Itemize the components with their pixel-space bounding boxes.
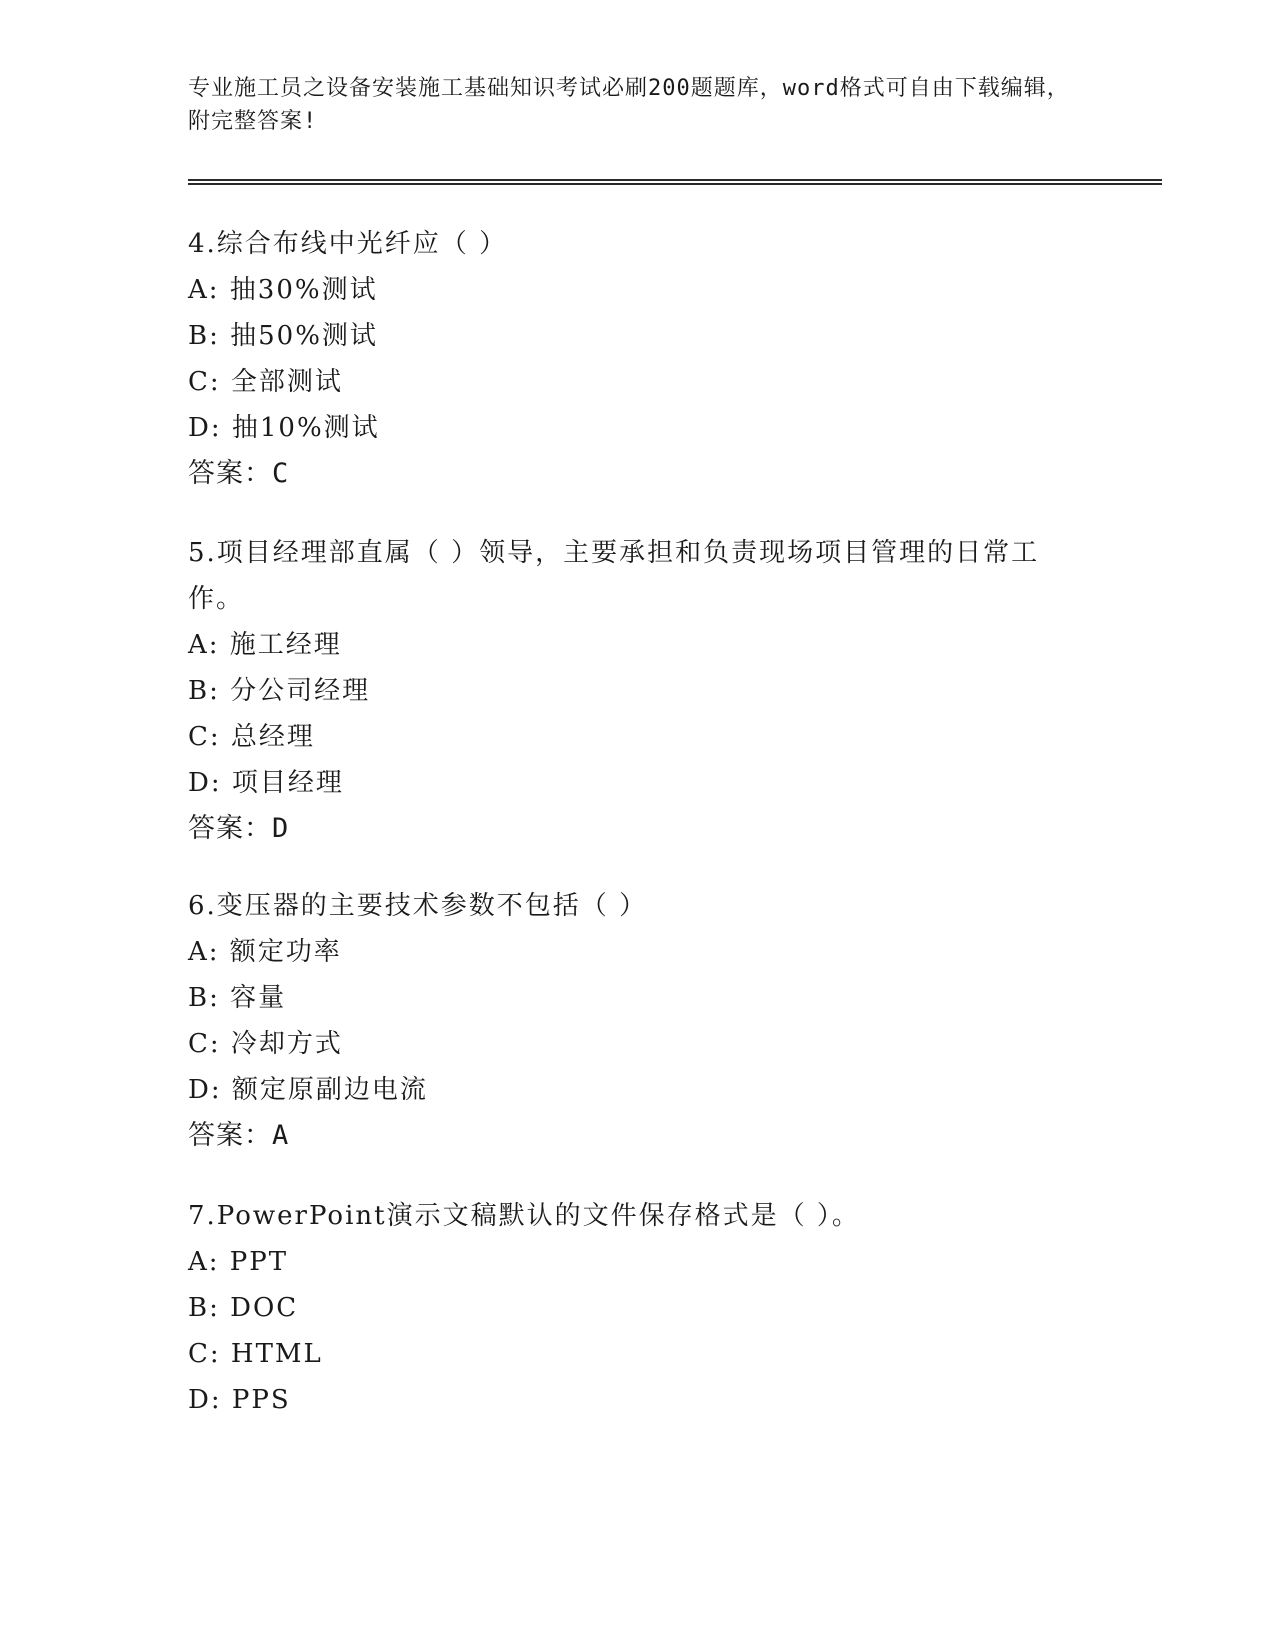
option-c: C: HTML [188, 1339, 323, 1369]
question-6 [188, 883, 1088, 1159]
option-a: A: 施工经理 [188, 630, 342, 660]
answer-value: C [272, 458, 290, 489]
question-4 [188, 221, 1088, 497]
option-d: D: 额定原副边电流 [188, 1075, 428, 1105]
option-d: D: 抽10%测试 [188, 413, 380, 443]
answer-label: 答案： [188, 1120, 272, 1151]
answer-line [188, 806, 1088, 852]
option-a: A: 抽30%测试 [188, 275, 378, 305]
option-b: B: 分公司经理 [188, 676, 371, 706]
answer-value: D [272, 813, 290, 844]
option-c: C: 总经理 [188, 722, 315, 752]
header-divider-bottom [188, 183, 1162, 185]
option-c: C: 冷却方式 [188, 1029, 343, 1059]
option-a: A: PPT [188, 1247, 289, 1277]
answer-line [188, 1113, 1088, 1159]
option-c: C: 全部测试 [188, 367, 343, 397]
question-stem: 5.项目经理部直属（ ）领导，主要承担和负责现场项目管理的日常工作。 [188, 538, 1040, 614]
answer-label: 答案： [188, 813, 272, 844]
question-stem: 6.变压器的主要技术参数不包括（ ） [188, 891, 648, 921]
answer-value: A [272, 1120, 290, 1151]
answer-label: 答案： [188, 458, 272, 489]
document-header: 专业施工员之设备安装施工基础知识考试必刷200题题库，word格式可自由下载编辑，附完整答案! [188, 76, 1070, 134]
header-divider-top [188, 179, 1162, 181]
answer-line [188, 451, 1088, 497]
option-d: D: 项目经理 [188, 768, 344, 798]
option-b: B: DOC [188, 1293, 299, 1323]
option-a: A: 额定功率 [188, 937, 342, 967]
option-d: D: PPS [188, 1385, 291, 1415]
question-5 [188, 530, 1088, 852]
option-b: B: 容量 [188, 983, 287, 1013]
question-stem: 7.PowerPoint演示文稿默认的文件保存格式是（ ）。 [188, 1201, 860, 1231]
question-7 [188, 1193, 1088, 1423]
question-stem: 4.综合布线中光纤应（ ） [188, 229, 508, 259]
option-b: B: 抽50%测试 [188, 321, 378, 351]
